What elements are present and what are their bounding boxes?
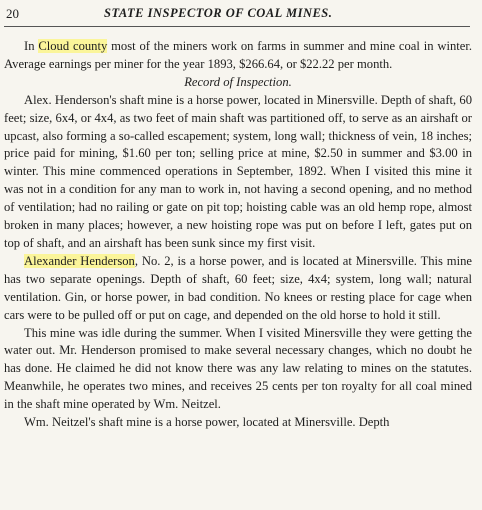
paragraph-idle-summer: This mine was idle during the summer. When I visited Minersville they were getting the water out. Mr. Henderson promised to make several necessary changes, which no doubt he has done. He claimed he did not know there was any law relating to mines on the statutes. Meanwhile, he operates two mines, and receives 25 cents per ton royalty for all coal mined in the shaft mine operated by Wm. Neitzel. [4, 325, 472, 412]
header-rule [4, 26, 470, 27]
page-number: 20 [6, 6, 19, 21]
section-heading: Record of Inspection. [184, 74, 292, 89]
body-text [4, 38, 472, 432]
paragraph-neitzel: Wm. Neitzel's shaft mine is a horse power, located at Minersville. Depth [24, 415, 390, 430]
paragraph-henderson-no2: Alexander Henderson, No. 2, is a horse power, and is located at Minersville. This mine has two separate openings. Depth of shaft, 60 feet; size, 4x4; system, long wall; natural ventilation. Gin, or horse power, in bad condition. No knees or resting place for cage when cars were to be pulled off or put on cage, and depended on the old horse to hold it still. [4, 253, 472, 322]
running-title: STATE INSPECTOR OF COAL MINES. [104, 6, 333, 20]
page-header [0, 2, 482, 24]
paragraph-cloud-county: In Cloud county most of the miners work on farms in summer and mine coal in winter. Average earnings per miner for the year 1893, $266.64, or $22.22 per month. [4, 39, 473, 71]
highlight-cloud-county: Cloud county [38, 39, 108, 53]
highlight-alexander-henderson: Alexander Henderson [24, 253, 135, 268]
paragraph-henderson-shaft: Alex. Henderson's shaft mine is a horse power, located in Minersville. Depth of shaft, 60 feet; size, 6x4, or 4x4, as two feet of main shaft was partitioned off, to serve as an airshaft or upcast, also forming a so-called escapement; system, long wall; thickness of vein, 18 inches; price paid for mining, $1.60 per ton; selling price at mine, $2.50 in summer and $3.00 in winter. This mine commenced operations in September, 1892. When I visited this mine it was not in a condition for any man to work in, not having a second opening, and no method of ventilation; had no railing or gate on pit top; hoisting cable was an old hemp rope, almost broken in many places; however, a new hoisting rope was put on before I left, gates put on top of shaft, and an airshaft has been sunk since my first visit. [4, 92, 472, 250]
